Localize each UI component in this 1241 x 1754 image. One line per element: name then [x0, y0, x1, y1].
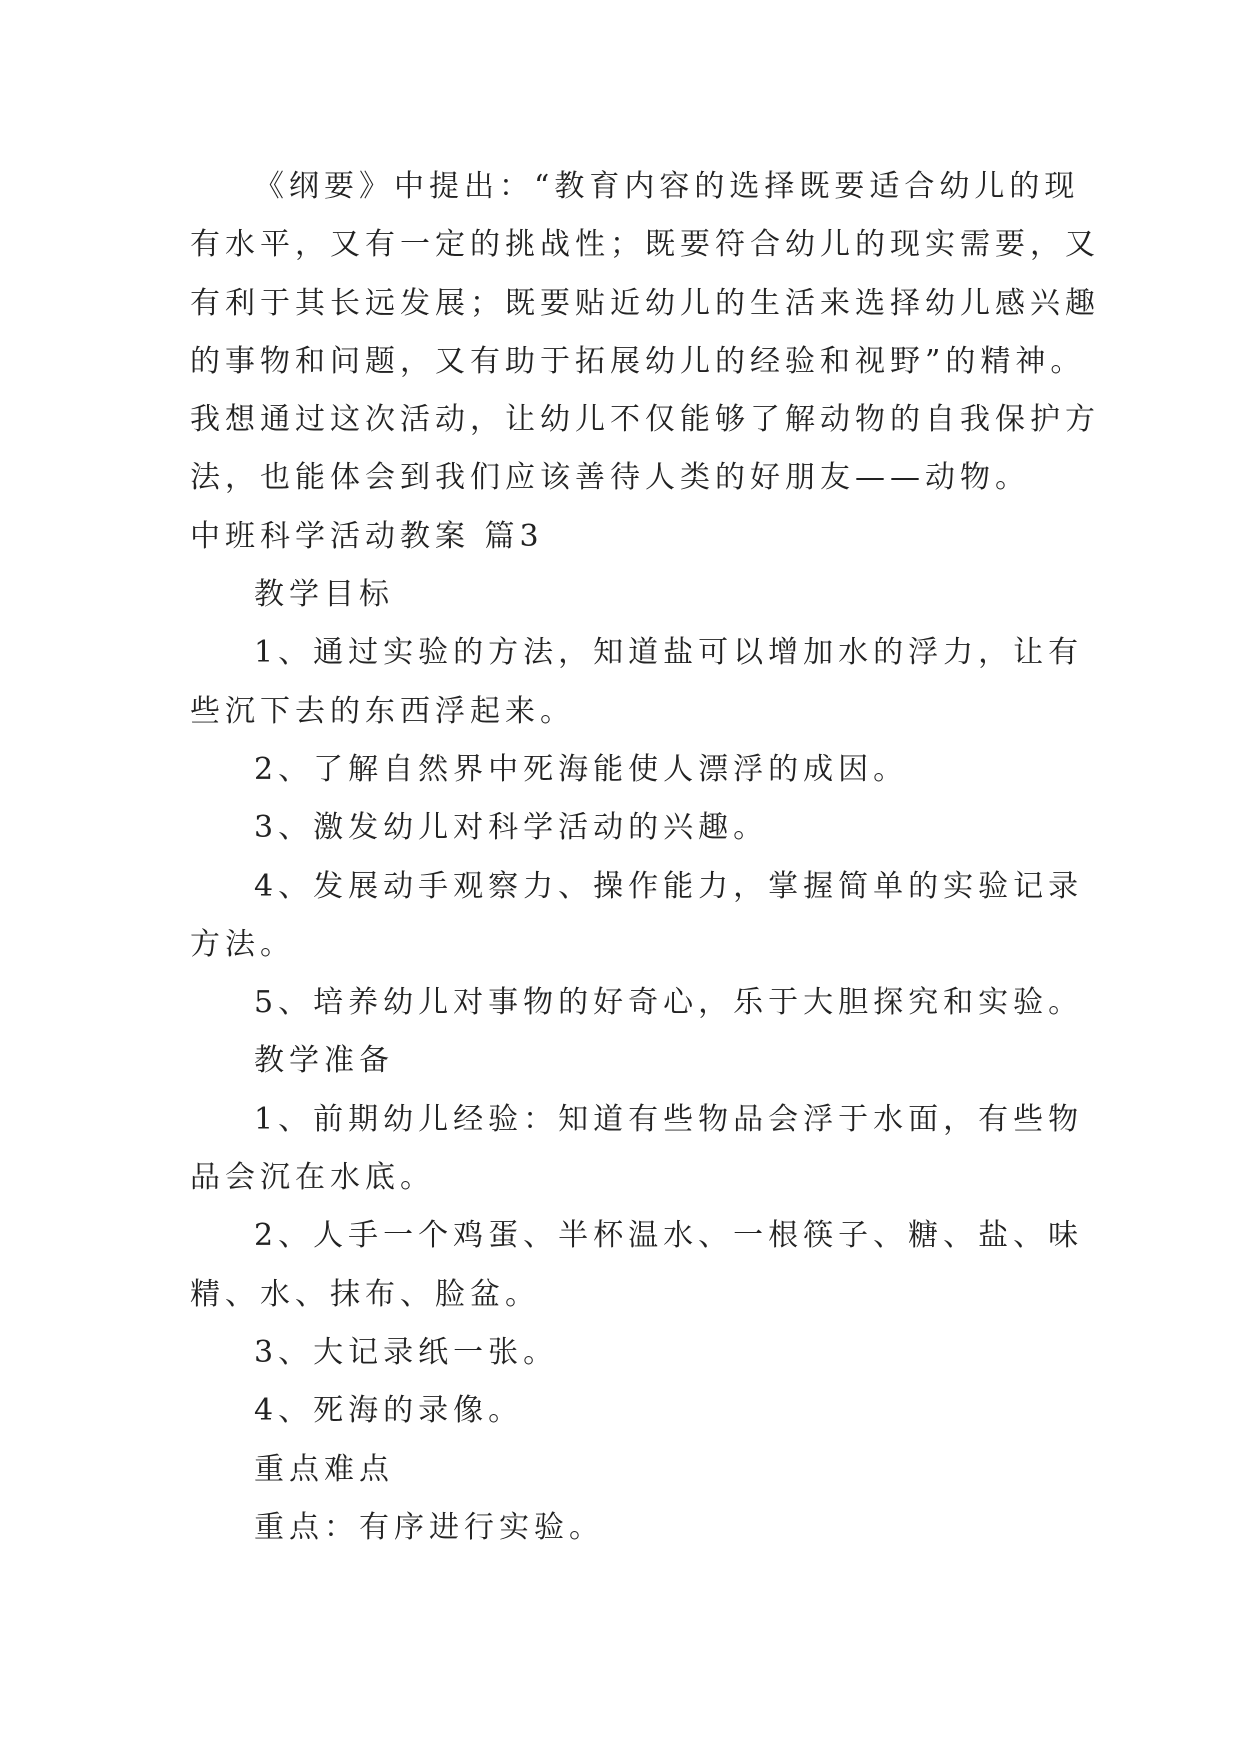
subheading-key-points: 重点难点 [254, 1451, 394, 1487]
section-title: 中班科学活动教案 篇3 [190, 518, 544, 554]
list-item: 3、激发幼儿对科学活动的兴趣。 [254, 810, 769, 846]
list-item-continuation: 品会沉在水底。 [190, 1160, 435, 1196]
list-item: 5、培养幼儿对事物的好奇心，乐于大胆探究和实验。 [254, 985, 1084, 1021]
list-item-continuation: 方法。 [190, 926, 295, 962]
list-item: 1、前期幼儿经验：知道有些物品会浮于水面，有些物 [254, 1101, 1084, 1137]
paragraph-line: 的事物和问题，又有助于拓展幼儿的经验和视野”的精神。 [190, 343, 1086, 379]
paragraph-line: 有利于其长远发展；既要贴近幼儿的生活来选择幼儿感兴趣 [190, 285, 1100, 321]
list-item: 4、发展动手观察力、操作能力，掌握简单的实验记录 [254, 868, 1084, 904]
list-item: 3、大记录纸一张。 [254, 1334, 559, 1370]
paragraph-line: 我想通过这次活动，让幼儿不仅能够了解动物的自我保护方 [190, 402, 1100, 438]
list-item-continuation: 些沉下去的东西浮起来。 [190, 693, 575, 729]
paragraph-line: 有水平，又有一定的挑战性；既要符合幼儿的现实需要，又 [190, 227, 1100, 263]
list-item: 2、了解自然界中死海能使人漂浮的成因。 [254, 751, 909, 787]
document-page [190, 158, 1100, 1557]
subheading-teaching-preparation: 教学准备 [254, 1043, 394, 1079]
subheading-teaching-goals: 教学目标 [254, 577, 394, 613]
list-item-continuation: 精、水、抹布、脸盆。 [190, 1276, 540, 1312]
paragraph-line: 重点：有序进行实验。 [254, 1509, 604, 1545]
paragraph-line: 《纲要》中提出：“教育内容的选择既要适合幼儿的现 [254, 169, 1080, 204]
list-item: 4、死海的录像。 [254, 1393, 524, 1429]
list-item: 2、人手一个鸡蛋、半杯温水、一根筷子、糖、盐、味 [254, 1218, 1084, 1254]
list-item: 1、通过实验的方法，知道盐可以增加水的浮力，让有 [254, 635, 1084, 671]
paragraph-line: 法，也能体会到我们应该善待人类的好朋友——动物。 [190, 460, 1030, 496]
